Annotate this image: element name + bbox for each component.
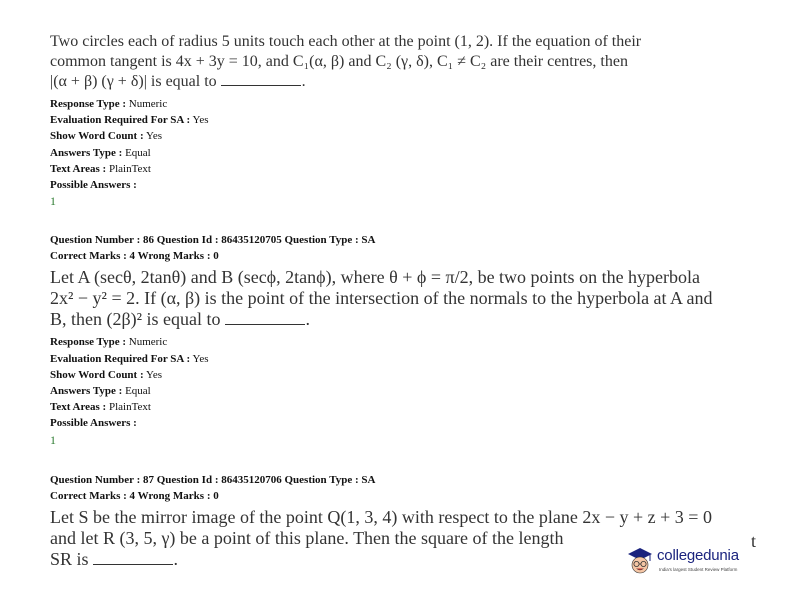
question-86 xyxy=(50,232,764,448)
answer-blank xyxy=(225,311,305,325)
answer-blank xyxy=(93,551,173,565)
question-line: and let R (3, 5, γ) be a point of this plane. Then the square of the length xyxy=(50,528,564,549)
question-line: |(α + β) (γ + δ)| is equal to . xyxy=(50,73,306,90)
question-line: B, then (2β)² is equal to . xyxy=(50,309,311,330)
question-marks: Correct Marks : 4 Wrong Marks : 0 xyxy=(50,250,219,263)
question-line: 2x² − y² = 2. If (α, β) is the point of the intersection of the normals to the hyperbola at A and xyxy=(50,288,713,309)
question-line: Let S be the mirror image of the point Q(1, 3, 4) with respect to the plane 2x − y + z + 3 = 0 xyxy=(50,507,712,528)
question-text xyxy=(50,32,764,92)
possible-answer: 1 xyxy=(50,194,56,209)
question-meta: Response Type : Numeric Evaluation Required For SA : Yes Show Word Count : Yes Answers Type : Equal Text Areas : PlainText Possible Answers : xyxy=(50,98,209,192)
question-header: Question Number : 87 Question Id : 86435120706 Question Type : SA xyxy=(50,474,376,486)
answer-blank xyxy=(221,72,301,86)
question-header: Question Number : 86 Question Id : 86435120705 Question Type : SA xyxy=(50,234,376,246)
question-text xyxy=(50,267,764,330)
question-85 xyxy=(50,32,764,209)
logo-wordmark: collegedunia xyxy=(657,547,739,564)
logo-tagline: India's largest Student Review Platform xyxy=(659,567,738,572)
question-line: common tangent is 4x + 3y = 10, and C₁(α, β) and C₂ (γ, δ), C₁ ≠ C₂ are their centres, then xyxy=(50,53,628,70)
question-marks: Correct Marks : 4 Wrong Marks : 0 xyxy=(50,490,219,503)
overflow-char: t xyxy=(751,531,757,551)
student-mascot-icon xyxy=(626,546,654,576)
collegedunia-logo xyxy=(626,546,776,580)
question-line: Two circles each of radius 5 units touch each other at the point (1, 2). If the equation of their xyxy=(50,33,642,50)
question-meta: Response Type : Numeric Evaluation Required For SA : Yes Show Word Count : Yes Answers Type : Equal Text Areas : PlainText Possible Answers : xyxy=(50,336,209,430)
question-line: Let A (secθ, 2tanθ) and B (secϕ, 2tanϕ), where θ + ϕ = π/2, be two points on the hyperbola xyxy=(50,267,701,288)
question-line: SR is . xyxy=(50,549,179,570)
possible-answer: 1 xyxy=(50,432,56,447)
